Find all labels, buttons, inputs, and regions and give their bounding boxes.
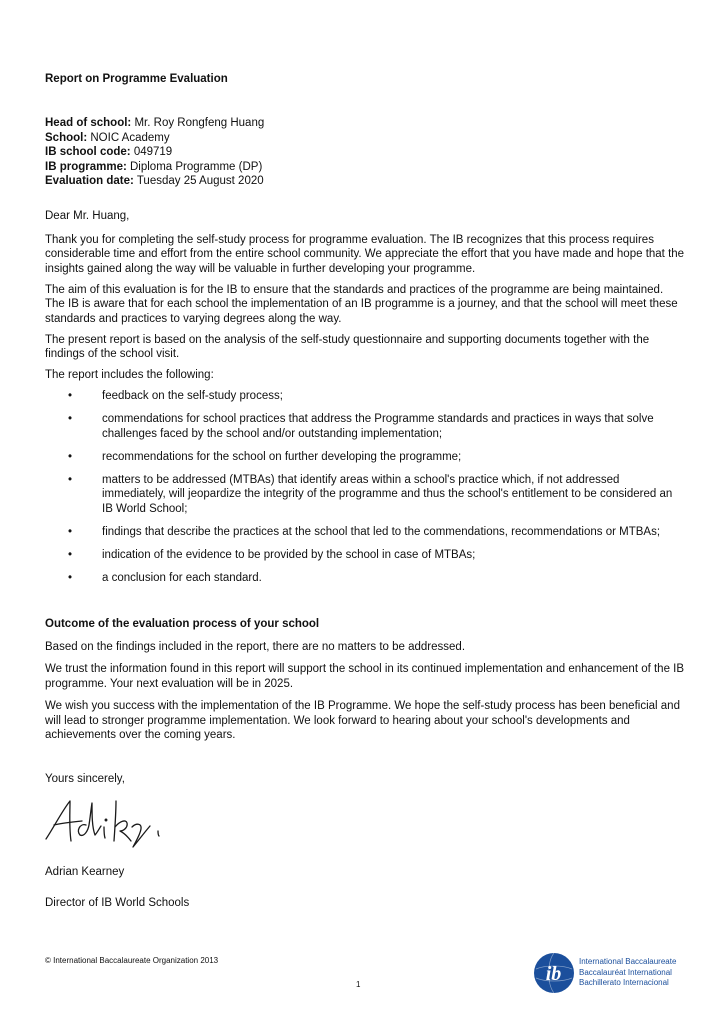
list-item bbox=[45, 389, 685, 404]
report-contents-list bbox=[45, 389, 685, 585]
school-details bbox=[45, 116, 264, 189]
detail-label: IB programme: bbox=[45, 160, 127, 173]
detail-label: Evaluation date: bbox=[45, 175, 134, 188]
bullet-icon: • bbox=[68, 450, 73, 463]
signer-title: Director of IB World Schools bbox=[45, 897, 190, 909]
paragraph-basis: The present report is based on the analysis of the self-study questionnaire and supporting documents together with the findings of the school visit. bbox=[45, 333, 650, 360]
detail-value: NOIC Academy bbox=[90, 131, 170, 144]
paragraph-next-evaluation: We trust the information found in this report will support the school in its continued implementation and enhancement of the IB programme. Your next evaluation will be in 2025. bbox=[45, 663, 685, 690]
detail-school bbox=[45, 131, 264, 146]
document-title: Report on Programme Evaluation bbox=[45, 73, 228, 85]
list-item-text: a conclusion for each standard. bbox=[102, 571, 262, 584]
detail-value: Diploma Programme (DP) bbox=[130, 160, 263, 173]
ib-logo-mark: ib bbox=[545, 963, 562, 985]
letter-body bbox=[45, 209, 685, 594]
paragraph-outcome: Based on the findings included in the report, there are no matters to be addressed. bbox=[45, 640, 466, 653]
list-item-text: matters to be addressed (MTBAs) that identify areas within a school's practice which, if not addressed immediately, will jeopardize the integrity of the programme and thus the school's entitlement to be considered an IB World School; bbox=[102, 473, 673, 515]
list-item-text: commendations for school practices that address the Programme standards and practices in ways that solve challenges faced by the school and/or outstanding implementation; bbox=[102, 413, 654, 440]
salutation: Dear Mr. Huang, bbox=[45, 210, 130, 222]
handwritten-signature bbox=[40, 795, 170, 853]
detail-value: Mr. Roy Rongfeng Huang bbox=[134, 117, 265, 129]
ib-logo-names bbox=[579, 957, 676, 989]
list-item bbox=[45, 473, 685, 517]
outcome-section bbox=[45, 617, 685, 751]
copyright-notice: © International Baccalaureate Organization 2013 bbox=[45, 956, 219, 965]
closing-line: Yours sincerely, bbox=[45, 773, 125, 785]
ib-globe-icon bbox=[533, 952, 575, 994]
list-item-text: feedback on the self-study process; bbox=[102, 390, 283, 402]
list-item bbox=[45, 412, 685, 441]
ib-logo bbox=[533, 952, 683, 996]
paragraph-aim: The aim of this evaluation is for the IB to ensure that the standards and practices of the programme are being maintained. The IB is aware that for each school the implementation of an IB programme is a journey, and that the school will meet these standards and practices to varying degrees along the way. bbox=[45, 283, 678, 325]
bullet-icon: • bbox=[68, 473, 73, 486]
bullet-icon: • bbox=[68, 548, 73, 561]
list-item bbox=[45, 525, 685, 540]
signer-name: Adrian Kearney bbox=[45, 866, 125, 878]
list-item bbox=[45, 548, 685, 563]
bullet-icon: • bbox=[68, 571, 73, 584]
list-item-text: findings that describe the practices at the school that led to the commendations, recommendations or MTBAs; bbox=[102, 525, 661, 538]
page-number: 1 bbox=[356, 980, 361, 989]
detail-value: 049719 bbox=[133, 146, 173, 159]
detail-school-code bbox=[45, 145, 264, 160]
paragraph-wishes: We wish you success with the implementation of the IB Programme. We hope the self-study process has been beneficial and will lead to stronger programme implementation. We look forward to hearing about your school's developments and achievements over the coming years. bbox=[45, 700, 680, 741]
detail-value: Tuesday 25 August 2020 bbox=[136, 175, 264, 188]
list-item bbox=[45, 450, 685, 465]
ib-name-en: International Baccalaureate bbox=[579, 957, 677, 966]
detail-evaluation-date bbox=[45, 174, 264, 189]
detail-label: School: bbox=[45, 131, 88, 144]
detail-label: IB school code: bbox=[45, 146, 131, 159]
detail-head-of-school bbox=[45, 116, 264, 131]
paragraph-thanks: Thank you for completing the self-study process for programme evaluation. The IB recognizes that this process requires considerable time and effort from the entire school community. We appreciate the effort that you have made and hope that the insights gained along the way will be valuable in further developing your programme. bbox=[45, 233, 685, 275]
list-item-text: recommendations for the school on further developing the programme; bbox=[102, 450, 462, 463]
bullet-icon: • bbox=[68, 390, 73, 402]
detail-label: Head of school: bbox=[45, 117, 132, 129]
outcome-heading: Outcome of the evaluation process of your school bbox=[45, 618, 320, 630]
detail-programme bbox=[45, 160, 264, 175]
ib-name-es: Bachillerato Internacional bbox=[579, 978, 669, 987]
paragraph-includes: The report includes the following: bbox=[45, 369, 214, 381]
bullet-icon: • bbox=[68, 525, 73, 538]
list-item-text: indication of the evidence to be provided by the school in case of MTBAs; bbox=[102, 548, 476, 561]
bullet-icon: • bbox=[68, 413, 73, 425]
ib-name-fr: Baccalauréat International bbox=[579, 967, 672, 977]
list-item bbox=[45, 571, 685, 586]
